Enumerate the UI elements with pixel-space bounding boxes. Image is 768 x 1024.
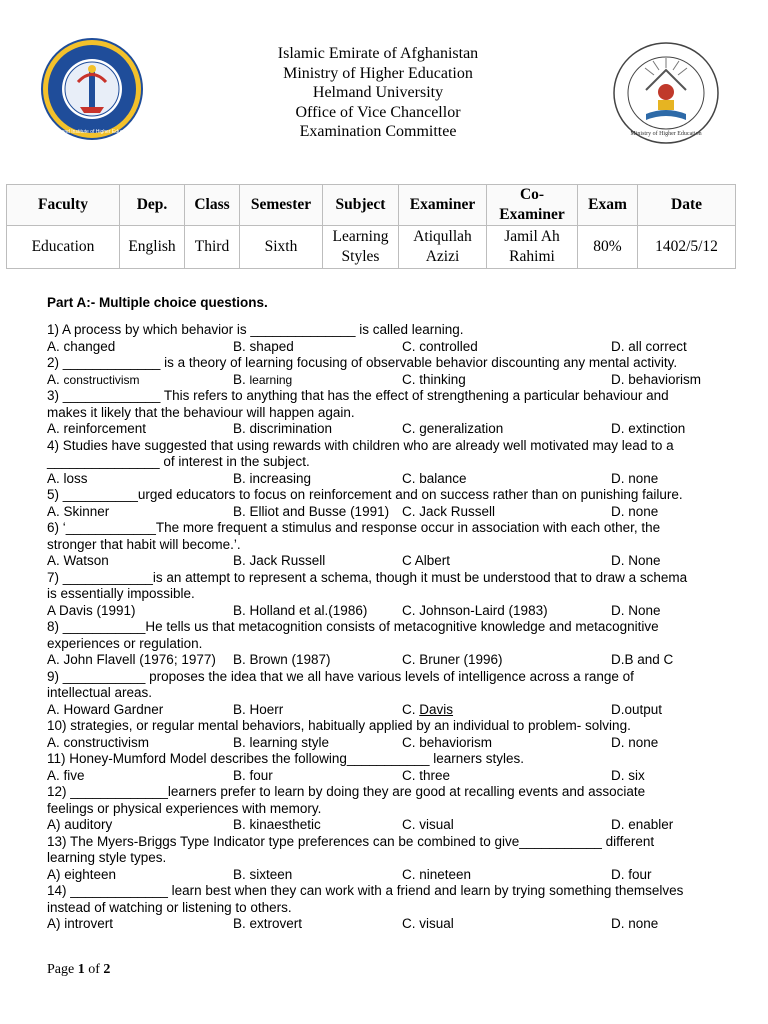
options-row	[47, 372, 727, 389]
header-semester: Semester	[240, 185, 323, 226]
question-text: 9) ___________ proposes the idea that we all have various levels of intelligence across a range of	[47, 668, 634, 684]
value-exam: 80%	[578, 226, 638, 269]
question-text: 13) The Myers-Briggs Type Indicator type preferences can be combined to give___________ different	[47, 833, 655, 849]
option-d: D. all correct	[611, 338, 687, 354]
question-item	[47, 388, 727, 438]
header-department: Dep.	[120, 185, 185, 226]
option-d: D.B and C	[611, 652, 674, 667]
question-text: 6) ‘____________The more frequent a stimulus and response occur in association with each other, the	[47, 520, 661, 535]
option-a: A. constructivism	[47, 371, 140, 387]
header-examiner: Examiner	[399, 185, 487, 226]
option-a: A. Skinner	[47, 503, 110, 519]
helmand-university-logo	[40, 37, 144, 141]
option-c: C. thinking	[402, 371, 466, 387]
options-row	[47, 553, 727, 570]
option-c: C. balance	[402, 470, 467, 486]
option-c: C. behaviorism	[402, 734, 493, 750]
option-b: B. increasing	[233, 470, 312, 486]
option-b: B. kinaesthetic	[233, 817, 321, 832]
page-word: Page	[47, 962, 75, 977]
header-line-5: Examination Committee	[299, 123, 457, 141]
question-item	[47, 322, 727, 355]
question-text: 8) ___________He tells us that metacognition consists of metacognitive knowledge and metacognitive	[47, 619, 659, 634]
question-item	[47, 520, 727, 570]
question-text: 11) Honey-Mumford Model describes the following___________ learners styles.	[47, 751, 525, 766]
header-date: Date	[638, 185, 736, 226]
options-row	[47, 735, 727, 752]
header-subject: Subject	[323, 185, 399, 226]
options-row	[47, 504, 727, 521]
option-d: D. none	[611, 470, 659, 486]
option-d: D. none	[611, 734, 659, 750]
option-d: D.output	[611, 701, 663, 717]
page-total: 2	[103, 962, 111, 977]
question-text-continued: makes it likely that the behaviour will happen again.	[47, 404, 355, 420]
option-c: C. three	[402, 767, 451, 783]
option-b: B. Elliot and Busse (1991)	[233, 503, 390, 519]
left-logo-text: Helmand Institute of Higher Education	[49, 129, 135, 135]
options-row	[47, 768, 727, 785]
value-subject: Learning Styles	[323, 226, 399, 269]
option-c: C. Johnson-Laird (1983)	[402, 602, 548, 618]
option-d: D. enabler	[611, 817, 674, 832]
value-class: Third	[185, 226, 240, 269]
option-a: A) introvert	[47, 916, 114, 931]
question-text: 14) _____________ learn best when they can work with a friend and learn by trying something themselves	[47, 883, 684, 898]
question-text-continued: learning style types.	[47, 850, 167, 865]
question-item	[47, 784, 727, 834]
question-item	[47, 619, 727, 669]
header-line-2: Ministry of Higher Education	[283, 64, 473, 82]
option-a: A. Watson	[47, 553, 109, 568]
value-date: 1402/5/12	[638, 226, 736, 269]
option-d: D. none	[611, 503, 659, 519]
question-item	[47, 570, 727, 620]
option-b: B. shaped	[233, 338, 294, 354]
option-c: C. visual	[402, 916, 454, 931]
options-row	[47, 702, 727, 719]
option-c: C. visual	[402, 817, 454, 832]
option-b: B. learning style	[233, 734, 330, 750]
option-b: B. extrovert	[233, 916, 303, 931]
option-d: D. six	[611, 767, 645, 783]
header-line-1: Islamic Emirate of Afghanistan	[277, 45, 479, 62]
question-text-continued: intellectual areas.	[47, 685, 153, 700]
header-class: Class	[185, 185, 240, 226]
option-a: A. changed	[47, 338, 116, 354]
header-line-4: Office of Vice Chancellor	[295, 103, 461, 121]
option-c: C Albert	[402, 553, 451, 568]
option-d: D. none	[611, 916, 659, 931]
part-a-title: Part A:- Multiple choice questions.	[47, 295, 268, 310]
question-text: 7) ____________is an attempt to represent a schema, though it must be understood that to draw a schema	[47, 569, 688, 585]
option-c: C. generalization	[402, 421, 504, 436]
option-a: A. John Flavell (1976; 1977)	[47, 652, 216, 667]
question-text: 1) A process by which behavior is ______________ is called learning.	[47, 322, 464, 337]
option-a: A) eighteen	[47, 866, 117, 882]
options-row	[47, 916, 727, 933]
question-text: 5) __________urged educators to focus on reinforcement and on success rather than on punishing failure.	[47, 487, 683, 502]
question-item	[47, 883, 727, 933]
header-co-examiner: Co- Examiner	[487, 185, 578, 226]
option-b: B. Hoerr	[233, 701, 284, 717]
question-text: 12) _____________learners prefer to learn by doing they are good at recalling events and associate	[47, 784, 646, 799]
table-value-row	[7, 226, 736, 269]
question-text: 3) _____________ This refers to anything that has the effect of strengthening a particular behaviour and	[47, 388, 669, 403]
options-row	[47, 817, 727, 834]
option-c: C. nineteen	[402, 866, 472, 882]
question-text-continued: feelings or physical experiences with memory.	[47, 800, 322, 816]
option-d: D. None	[611, 553, 661, 568]
option-d: D. extinction	[611, 421, 686, 436]
option-a: A. constructivism	[47, 734, 150, 750]
question-item	[47, 669, 727, 719]
question-item	[47, 438, 727, 488]
option-b: B. Brown (1987)	[233, 652, 331, 667]
option-c: C. controlled	[402, 338, 478, 354]
value-examiner: Atiqullah Azizi	[399, 226, 487, 269]
option-b: B. four	[233, 767, 273, 783]
options-row	[47, 421, 727, 438]
option-d: D. behaviorism	[611, 371, 702, 387]
option-a: A Davis (1991)	[47, 602, 136, 618]
options-row	[47, 339, 727, 356]
option-a: A) auditory	[47, 817, 113, 832]
value-co-examiner: Jamil Ah Rahimi	[487, 226, 578, 269]
value-faculty: Education	[7, 226, 120, 269]
question-item	[47, 718, 727, 751]
option-b: B. learning	[233, 371, 293, 387]
option-a: A. reinforcement	[47, 421, 147, 436]
value-department: English	[120, 226, 185, 269]
question-text-continued: experiences or regulation.	[47, 635, 203, 651]
option-d: D. None	[611, 602, 661, 618]
header-exam: Exam	[578, 185, 638, 226]
options-row	[47, 867, 727, 884]
option-a: A. five	[47, 767, 85, 783]
question-text-continued: is essentially impossible.	[47, 586, 195, 601]
value-semester: Sixth	[240, 226, 323, 269]
option-c: C. Jack Russell	[402, 503, 496, 519]
header-faculty: Faculty	[7, 185, 120, 226]
option-c: C. Bruner (1996)	[402, 652, 503, 667]
options-row	[47, 603, 727, 620]
right-logo-text: Ministry of Higher Education	[630, 131, 702, 137]
option-b: B. Jack Russell	[233, 553, 326, 568]
question-text-continued: stronger that habit will become.’.	[47, 536, 241, 552]
option-b: B. Holland et al.(1986)	[233, 602, 368, 618]
question-item	[47, 751, 727, 784]
header-line-3: Helmand University	[312, 84, 444, 102]
question-item	[47, 834, 727, 884]
option-a: A. loss	[47, 470, 88, 486]
question-text: 4) Studies have suggested that using rewards with children who are already well motivated may lead to a	[47, 437, 674, 453]
option-d: D. four	[611, 866, 652, 882]
options-row	[47, 652, 727, 669]
option-c: C. Davis	[402, 701, 454, 717]
question-text: 10) strategies, or regular mental behaviors, habitually applied by an individual to problem- solving.	[47, 718, 631, 733]
question-list	[47, 322, 727, 933]
ministry-of-higher-education-seal	[611, 40, 721, 146]
of-word: of	[88, 962, 100, 977]
question-item	[47, 355, 727, 388]
document-header	[180, 44, 576, 142]
page-footer	[47, 962, 110, 978]
option-b: B. discrimination	[233, 421, 333, 436]
table-header-row	[7, 185, 736, 226]
option-b: B. sixteen	[233, 866, 293, 882]
exam-info-table	[6, 184, 736, 269]
question-text-continued: _______________ of interest in the subject.	[47, 454, 310, 469]
question-text: 2) _____________ is a theory of learning focusing of observable behavior discounting any mental activity.	[47, 355, 678, 370]
page-number: 1	[77, 962, 85, 977]
option-a: A. Howard Gardner	[47, 701, 164, 717]
options-row	[47, 471, 727, 488]
question-text-continued: instead of watching or listening to others.	[47, 899, 292, 915]
question-item	[47, 487, 727, 520]
